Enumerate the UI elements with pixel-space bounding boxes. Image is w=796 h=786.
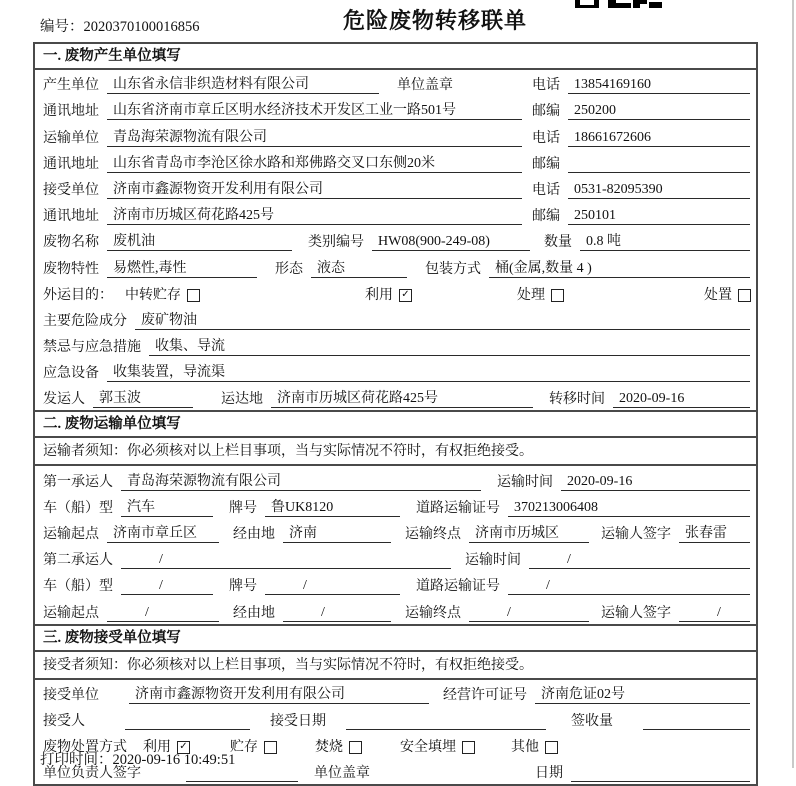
unit-seal2-label: 单位盖章 xyxy=(314,766,370,782)
checkbox-disposal-storage xyxy=(264,741,277,754)
purpose-option-utilize: 利用 xyxy=(365,287,393,303)
disposal-option-other: 其他 xyxy=(511,740,539,756)
road-license1-label: 道路运输证号 xyxy=(416,500,500,516)
category-code-label: 类别编号 xyxy=(308,235,364,251)
endpoint2-value: / xyxy=(469,605,589,622)
row-acceptor xyxy=(35,706,756,732)
checkbox-dispose xyxy=(738,289,751,302)
head-signature-value xyxy=(186,781,298,782)
transfer-time-value: 2020-09-16 xyxy=(613,391,750,408)
section3-header: 三. 废物接受单位填写 xyxy=(35,624,756,652)
date-label: 日期 xyxy=(535,766,563,782)
disposal-option-landfill: 安全填埋 xyxy=(400,740,456,756)
disposal-option-utilize: 利用 xyxy=(143,740,171,756)
acceptor-notice: 接受者须知：你必须核对以上栏目事项，当与实际情况不符时，有权拒绝接受。 xyxy=(35,652,756,680)
waste-character-value: 易燃性,毒性 xyxy=(107,257,257,278)
carrier-sign1-value: 张春雷 xyxy=(679,522,750,543)
producer-phone-label: 电话 xyxy=(532,78,560,94)
origin2-label: 运输起点 xyxy=(43,605,99,621)
transport-zip-label: 邮编 xyxy=(532,156,560,172)
disposal-option-storage: 贮存 xyxy=(230,740,258,756)
row-producer-unit xyxy=(35,70,756,96)
waste-form-value: 液态 xyxy=(311,257,407,278)
main-hazard-label: 主要危险成分 xyxy=(43,313,127,329)
row-vehicle2 xyxy=(35,571,756,597)
page-title: 危险废物转移联单 xyxy=(342,8,527,33)
date-value xyxy=(571,781,750,782)
receiver-unit-value: 济南市鑫源物资开发利用有限公司 xyxy=(107,178,522,199)
row-route2 xyxy=(35,597,756,623)
quantity-label: 数量 xyxy=(544,235,572,251)
purpose-option-dispose: 处置 xyxy=(704,287,732,303)
plate2-label: 牌号 xyxy=(229,579,257,595)
plate2-value: / xyxy=(265,578,400,595)
first-carrier-label: 第一承运人 xyxy=(43,474,113,490)
page-edge-line xyxy=(792,0,794,768)
emergency-equipment-value: 收集装置，导流渠 xyxy=(107,361,750,382)
row-emergency-equipment xyxy=(35,358,756,384)
origin1-label: 运输起点 xyxy=(43,527,99,542)
receiver-zip-value: 250101 xyxy=(568,208,750,225)
via1-label: 经由地 xyxy=(233,527,275,542)
emergency-equipment-label: 应急设备 xyxy=(43,366,99,382)
sender-value: 郭玉波 xyxy=(93,387,193,408)
vehicle-type2-label: 车（船）型 xyxy=(43,579,113,595)
carrier-notice: 运输者须知：你必须核对以上栏目事项，当与实际情况不符时，有权拒绝接受。 xyxy=(35,438,756,466)
producer-zip-value: 250200 xyxy=(568,103,750,120)
endpoint2-label: 运输终点 xyxy=(405,605,461,621)
receiver-phone-label: 电话 xyxy=(532,182,560,198)
destination-value: 济南市历城区荷花路425号 xyxy=(271,387,533,408)
row-transport-unit xyxy=(35,122,756,148)
receiver-phone-value: 0531-82095390 xyxy=(568,182,750,199)
disposal-option-incinerate: 焚烧 xyxy=(315,740,343,756)
purpose-option-treat: 处理 xyxy=(517,287,545,303)
main-hazard-value: 废矿物油 xyxy=(135,309,750,330)
unit-seal-label: 单位盖章 xyxy=(397,78,453,94)
transport-time1-label: 运输时间 xyxy=(497,474,553,490)
checkbox-disposal-landfill xyxy=(462,741,475,754)
road-license2-label: 道路运输证号 xyxy=(416,579,500,595)
first-carrier-value: 青岛海荣源物流有限公司 xyxy=(121,470,481,491)
transport-phone-value: 18661672606 xyxy=(568,130,750,147)
endpoint1-label: 运输终点 xyxy=(405,527,461,542)
taboo-measures-value: 收集、导流 xyxy=(149,335,750,356)
transport-unit-label: 运输单位 xyxy=(43,130,99,146)
row-transfer-purpose xyxy=(35,280,756,306)
transport-time2-label: 运输时间 xyxy=(465,553,521,569)
row-waste-character xyxy=(35,253,756,279)
waste-form-label: 形态 xyxy=(275,261,303,277)
row-second-carrier xyxy=(35,545,756,571)
origin1-value: 济南市章丘区 xyxy=(107,522,219,543)
qr-code-fragment xyxy=(575,0,663,8)
row-route1 xyxy=(35,519,756,545)
sender-label: 发运人 xyxy=(43,392,85,408)
transport-address-label: 通讯地址 xyxy=(43,156,99,172)
taboo-measures-label: 禁忌与应急措施 xyxy=(43,340,141,356)
checkbox-transit-storage xyxy=(187,289,200,302)
row-vehicle1 xyxy=(35,493,756,519)
producer-zip-label: 邮编 xyxy=(532,104,560,120)
row-waste-name xyxy=(35,227,756,253)
receiver-address-value: 济南市历城区荷花路425号 xyxy=(107,204,522,225)
row-receiver-unit xyxy=(35,175,756,201)
transfer-purpose-label: 外运目的： xyxy=(43,287,113,303)
carrier-sign1-label: 运输人签字 xyxy=(601,527,671,542)
waste-name-value: 废机油 xyxy=(107,230,292,251)
transport-unit-value: 青岛海荣源物流有限公司 xyxy=(107,126,522,147)
print-time-label: 打印时间： xyxy=(40,752,113,768)
hazardous-waste-transfer-form xyxy=(33,42,758,786)
transport-address-value: 山东省青岛市李沧区徐水路和郑佛路交叉口东侧20米 xyxy=(107,152,522,173)
producer-unit-label: 产生单位 xyxy=(43,78,99,94)
waste-character-label: 废物特性 xyxy=(43,261,99,277)
producer-address-label: 通讯地址 xyxy=(43,104,99,120)
received-qty-value xyxy=(643,729,750,730)
business-permit-label: 经营许可证号 xyxy=(443,687,527,703)
row-taboo-measures xyxy=(35,332,756,358)
transport-time1-value: 2020-09-16 xyxy=(561,474,750,491)
row-producer-address xyxy=(35,96,756,122)
destination-label: 运达地 xyxy=(221,392,263,408)
business-permit-value: 济南危证02号 xyxy=(535,683,750,704)
checkbox-disposal-incinerate xyxy=(349,741,362,754)
row-receiver-address xyxy=(35,201,756,227)
endpoint1-value: 济南市历城区 xyxy=(469,522,589,543)
doc-number-value: 2020370100016856 xyxy=(83,19,200,35)
accept-unit-label: 接受单位 xyxy=(43,687,99,703)
vehicle-type1-label: 车（船）型 xyxy=(43,500,113,516)
accept-date-value xyxy=(346,729,546,730)
head-signature-label: 单位负责人签字 xyxy=(43,766,141,782)
checkbox-disposal-other xyxy=(545,741,558,754)
via2-label: 经由地 xyxy=(233,605,275,621)
vehicle-type2-value: / xyxy=(121,578,213,595)
second-carrier-label: 第二承运人 xyxy=(43,553,113,569)
accept-unit-value: 济南市鑫源物资开发利用有限公司 xyxy=(129,683,429,704)
waste-name-label: 废物名称 xyxy=(43,235,99,251)
checkbox-disposal-utilize-checked: ✓ xyxy=(177,741,190,754)
checkbox-treat xyxy=(551,289,564,302)
accept-date-label: 接受日期 xyxy=(270,713,326,729)
print-time-value: 2020-09-16 10:49:51 xyxy=(112,752,236,768)
print-time xyxy=(40,748,235,769)
acceptor-value xyxy=(125,729,250,730)
carrier-sign2-value: / xyxy=(679,605,750,622)
origin2-value: / xyxy=(107,605,219,622)
transfer-time-label: 转移时间 xyxy=(549,392,605,408)
checkbox-utilize-checked: ✓ xyxy=(399,289,412,302)
purpose-option-transit-storage: 中转贮存 xyxy=(125,287,181,303)
producer-phone-value: 13854169160 xyxy=(568,77,750,94)
acceptor-label: 接受人 xyxy=(43,713,85,729)
row-transport-address xyxy=(35,149,756,175)
row-sender xyxy=(35,384,756,410)
road-license1-value: 370213006408 xyxy=(508,500,750,517)
packing-label: 包装方式 xyxy=(425,261,481,277)
producer-address-value: 山东省济南市章丘区明水经济技术开发区工业一路501号 xyxy=(107,99,522,120)
received-qty-label: 签收量 xyxy=(571,713,613,729)
receiver-address-label: 通讯地址 xyxy=(43,209,99,225)
vehicle-type1-value: 汽车 xyxy=(121,496,213,517)
receiver-unit-label: 接受单位 xyxy=(43,182,99,198)
disposal-method-label: 废物处置方式 xyxy=(43,740,127,756)
plate1-label: 牌号 xyxy=(229,500,257,516)
transport-time2-value: / xyxy=(529,552,750,569)
transport-phone-label: 电话 xyxy=(532,130,560,146)
road-license2-value: / xyxy=(508,578,750,595)
category-code-value: HW08(900-249-08) xyxy=(372,234,530,251)
producer-unit-value: 山东省永信非织造材料有限公司 xyxy=(107,73,379,94)
doc-number-label: 编号： xyxy=(40,19,84,35)
second-carrier-value: / xyxy=(121,552,451,569)
row-first-carrier xyxy=(35,466,756,492)
quantity-value: 0.8 吨 xyxy=(580,230,750,251)
carrier-sign2-label: 运输人签字 xyxy=(601,605,671,621)
via1-value: 济南 xyxy=(283,522,391,543)
plate1-value: 鲁UK8120 xyxy=(265,496,400,517)
packing-value: 桶(金属,数量 4 ) xyxy=(489,257,750,278)
receiver-zip-label: 邮编 xyxy=(532,209,560,225)
section2-header: 二. 废物运输单位填写 xyxy=(35,410,756,438)
via2-value: / xyxy=(283,605,391,622)
section1-header: 一. 废物产生单位填写 xyxy=(35,44,756,70)
row-main-hazard xyxy=(35,306,756,332)
transport-zip-value xyxy=(568,172,750,173)
row-accept-unit xyxy=(35,680,756,706)
